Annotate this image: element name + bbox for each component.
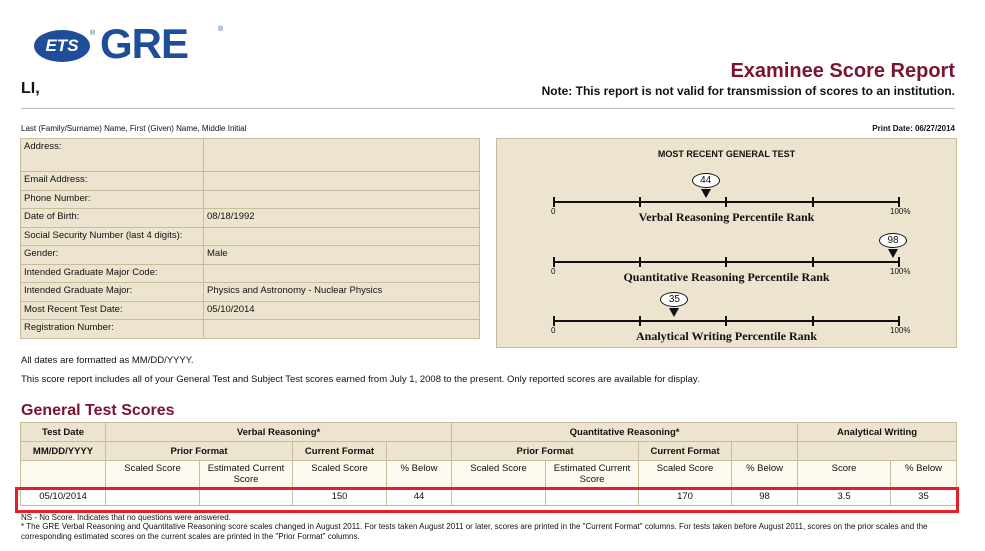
quant-estimated-header: Estimated Current Score [546,461,639,488]
quant-pct-below-header: % Below [732,461,798,488]
info-value [204,139,480,172]
score-row-highlight [15,487,959,513]
name-format-caption: Last (Family/Surname) Name, First (Given) Name, Middle Initial [21,124,247,133]
verbal-current-scaled-cell: 150 [293,488,387,506]
info-row [21,283,480,302]
test-date-cell: 05/10/2014 [21,488,106,506]
scale-tick [639,316,641,326]
verbal-pct-below-cell: 44 [387,488,452,506]
scale-tick [812,197,814,207]
verbal-pct-below-header: % Below [387,461,452,488]
info-value: 08/18/1992 [204,209,480,228]
scale-tick [725,316,727,326]
writing-pct-below-cell: 35 [891,488,957,506]
marker-pointer-icon [888,249,898,258]
scale-max-label: 100% [890,326,911,335]
verbal-prior-format-header: Prior Format [106,442,293,461]
info-row [21,209,480,228]
quant-current-format-header: Current Format [639,442,732,461]
percentile-marker [692,173,720,201]
writing-score-header: Score [798,461,891,488]
info-value [204,320,480,339]
scale-tick [812,257,814,267]
scale-tick [812,316,814,326]
scale-tick [898,197,900,207]
verbal-current-format-header: Current Format [293,442,387,461]
quant-current-scaled-cell: 170 [639,488,732,506]
quant-header: Quantitative Reasoning* [452,423,798,442]
info-label: Registration Number: [21,320,204,339]
verbal-current-scaled-header: Scaled Score [293,461,387,488]
info-label: Most Recent Test Date: [21,301,204,320]
quant-percentile-scale [551,235,911,284]
info-value: Male [204,246,480,265]
info-value: 05/10/2014 [204,301,480,320]
info-row [21,320,480,339]
writing-header: Analytical Writing [798,423,957,442]
examinee-name: LI, [21,80,40,97]
info-value: Physics and Astronomy - Nuclear Physics [204,283,480,302]
writing-percentile-scale [551,294,911,343]
print-date: Print Date: 06/27/2014 [872,124,955,133]
info-value [204,172,480,191]
percentile-value: 98 [879,233,907,248]
test-date-header: Test Date [21,423,106,442]
scale-tick [553,316,555,326]
header-divider [21,108,955,109]
scale-tick [639,257,641,267]
header-blank-cell [732,442,798,461]
info-value [204,264,480,283]
quant-pct-below-cell: 98 [732,488,798,506]
info-value [204,190,480,209]
ets-logo: ETS [34,30,90,62]
scale-min-label: 0 [551,207,556,216]
scale-tick [553,197,555,207]
report-note: Note: This report is not valid for transmission of scores to an institution. [541,84,955,98]
percentile-panel-heading: MOST RECENT GENERAL TEST [657,149,796,159]
scale-max-label: 100% [890,267,911,276]
header-blank-cell [387,442,452,461]
info-row [21,190,480,209]
examinee-info-table [20,138,480,339]
date-format-header: MM/DD/YYYY [21,442,106,461]
info-row [21,227,480,246]
scale-min-label: 0 [551,267,556,276]
quant-prior-format-header: Prior Format [452,442,639,461]
info-label: Social Security Number (last 4 digits): [21,227,204,246]
scale-max-label: 100% [890,207,911,216]
scale-tick [725,197,727,207]
verbal-header: Verbal Reasoning* [106,423,452,442]
percentile-label: Quantitative Reasoning Percentile Rank [623,270,830,284]
score-scope-note: This score report includes all of your General Test and Subject Test scores earned from July 1, 2008 to the present. Only reported scores are available for display. [21,374,700,385]
writing-pct-below-header: % Below [891,461,957,488]
format-change-footnote: * The GRE Verbal Reasoning and Quantitative Reasoning score scales changed in August 2011. For tests taken August 2011 or later, scores are printed in the "Current Format" columns. For tests taken before August 2011, scores on the prior scales and the corresponding estimated scores on the current scales are printed in the "Prior Format" columns. [21,522,928,541]
scale-min-label: 0 [551,326,556,335]
percentile-label: Analytical Writing Percentile Rank [636,329,817,343]
scale-tick [898,316,900,326]
verbal-prior-scaled-header: Scaled Score [106,461,200,488]
info-label: Intended Graduate Major: [21,283,204,302]
info-label: Gender: [21,246,204,265]
scale-tick [553,257,555,267]
verbal-estimated-header: Estimated Current Score [200,461,293,488]
gre-wordmark: GRE [100,20,189,67]
percentile-marker [879,233,907,261]
gre-registered-mark: ® [218,26,224,33]
marker-pointer-icon [669,308,679,317]
percentile-panel [496,138,957,348]
percentile-marker [660,292,688,320]
info-label: Date of Birth: [21,209,204,228]
info-row [21,172,480,191]
info-label: Email Address: [21,172,204,191]
percentile-label: Verbal Reasoning Percentile Rank [638,210,815,224]
report-title: Examinee Score Report [730,60,955,82]
writing-score-cell: 3.5 [798,488,891,506]
info-label: Phone Number: [21,190,204,209]
header-blank-cell [798,442,957,461]
general-test-scores-title: General Test Scores [21,402,175,419]
date-format-note: All dates are formatted as MM/DD/YYYY. [21,355,194,366]
verbal-percentile-scale [551,175,911,224]
percentile-value: 44 [692,173,720,188]
info-label: Intended Graduate Major Code: [21,264,204,283]
info-row [21,246,480,265]
scale-tick [725,257,727,267]
percentile-value: 35 [660,292,688,307]
info-row [21,301,480,320]
info-row [21,139,480,172]
ets-registered-mark: ® [90,30,96,37]
info-value [204,227,480,246]
ns-footnote: NS - No Score. Indicates that no questions were answered. [21,513,231,522]
scale-tick [639,197,641,207]
quant-current-scaled-header: Scaled Score [639,461,732,488]
marker-pointer-icon [701,189,711,198]
info-label: Address: [21,139,204,172]
info-row [21,264,480,283]
quant-prior-scaled-header: Scaled Score [452,461,546,488]
header-blank-cell [21,461,106,488]
